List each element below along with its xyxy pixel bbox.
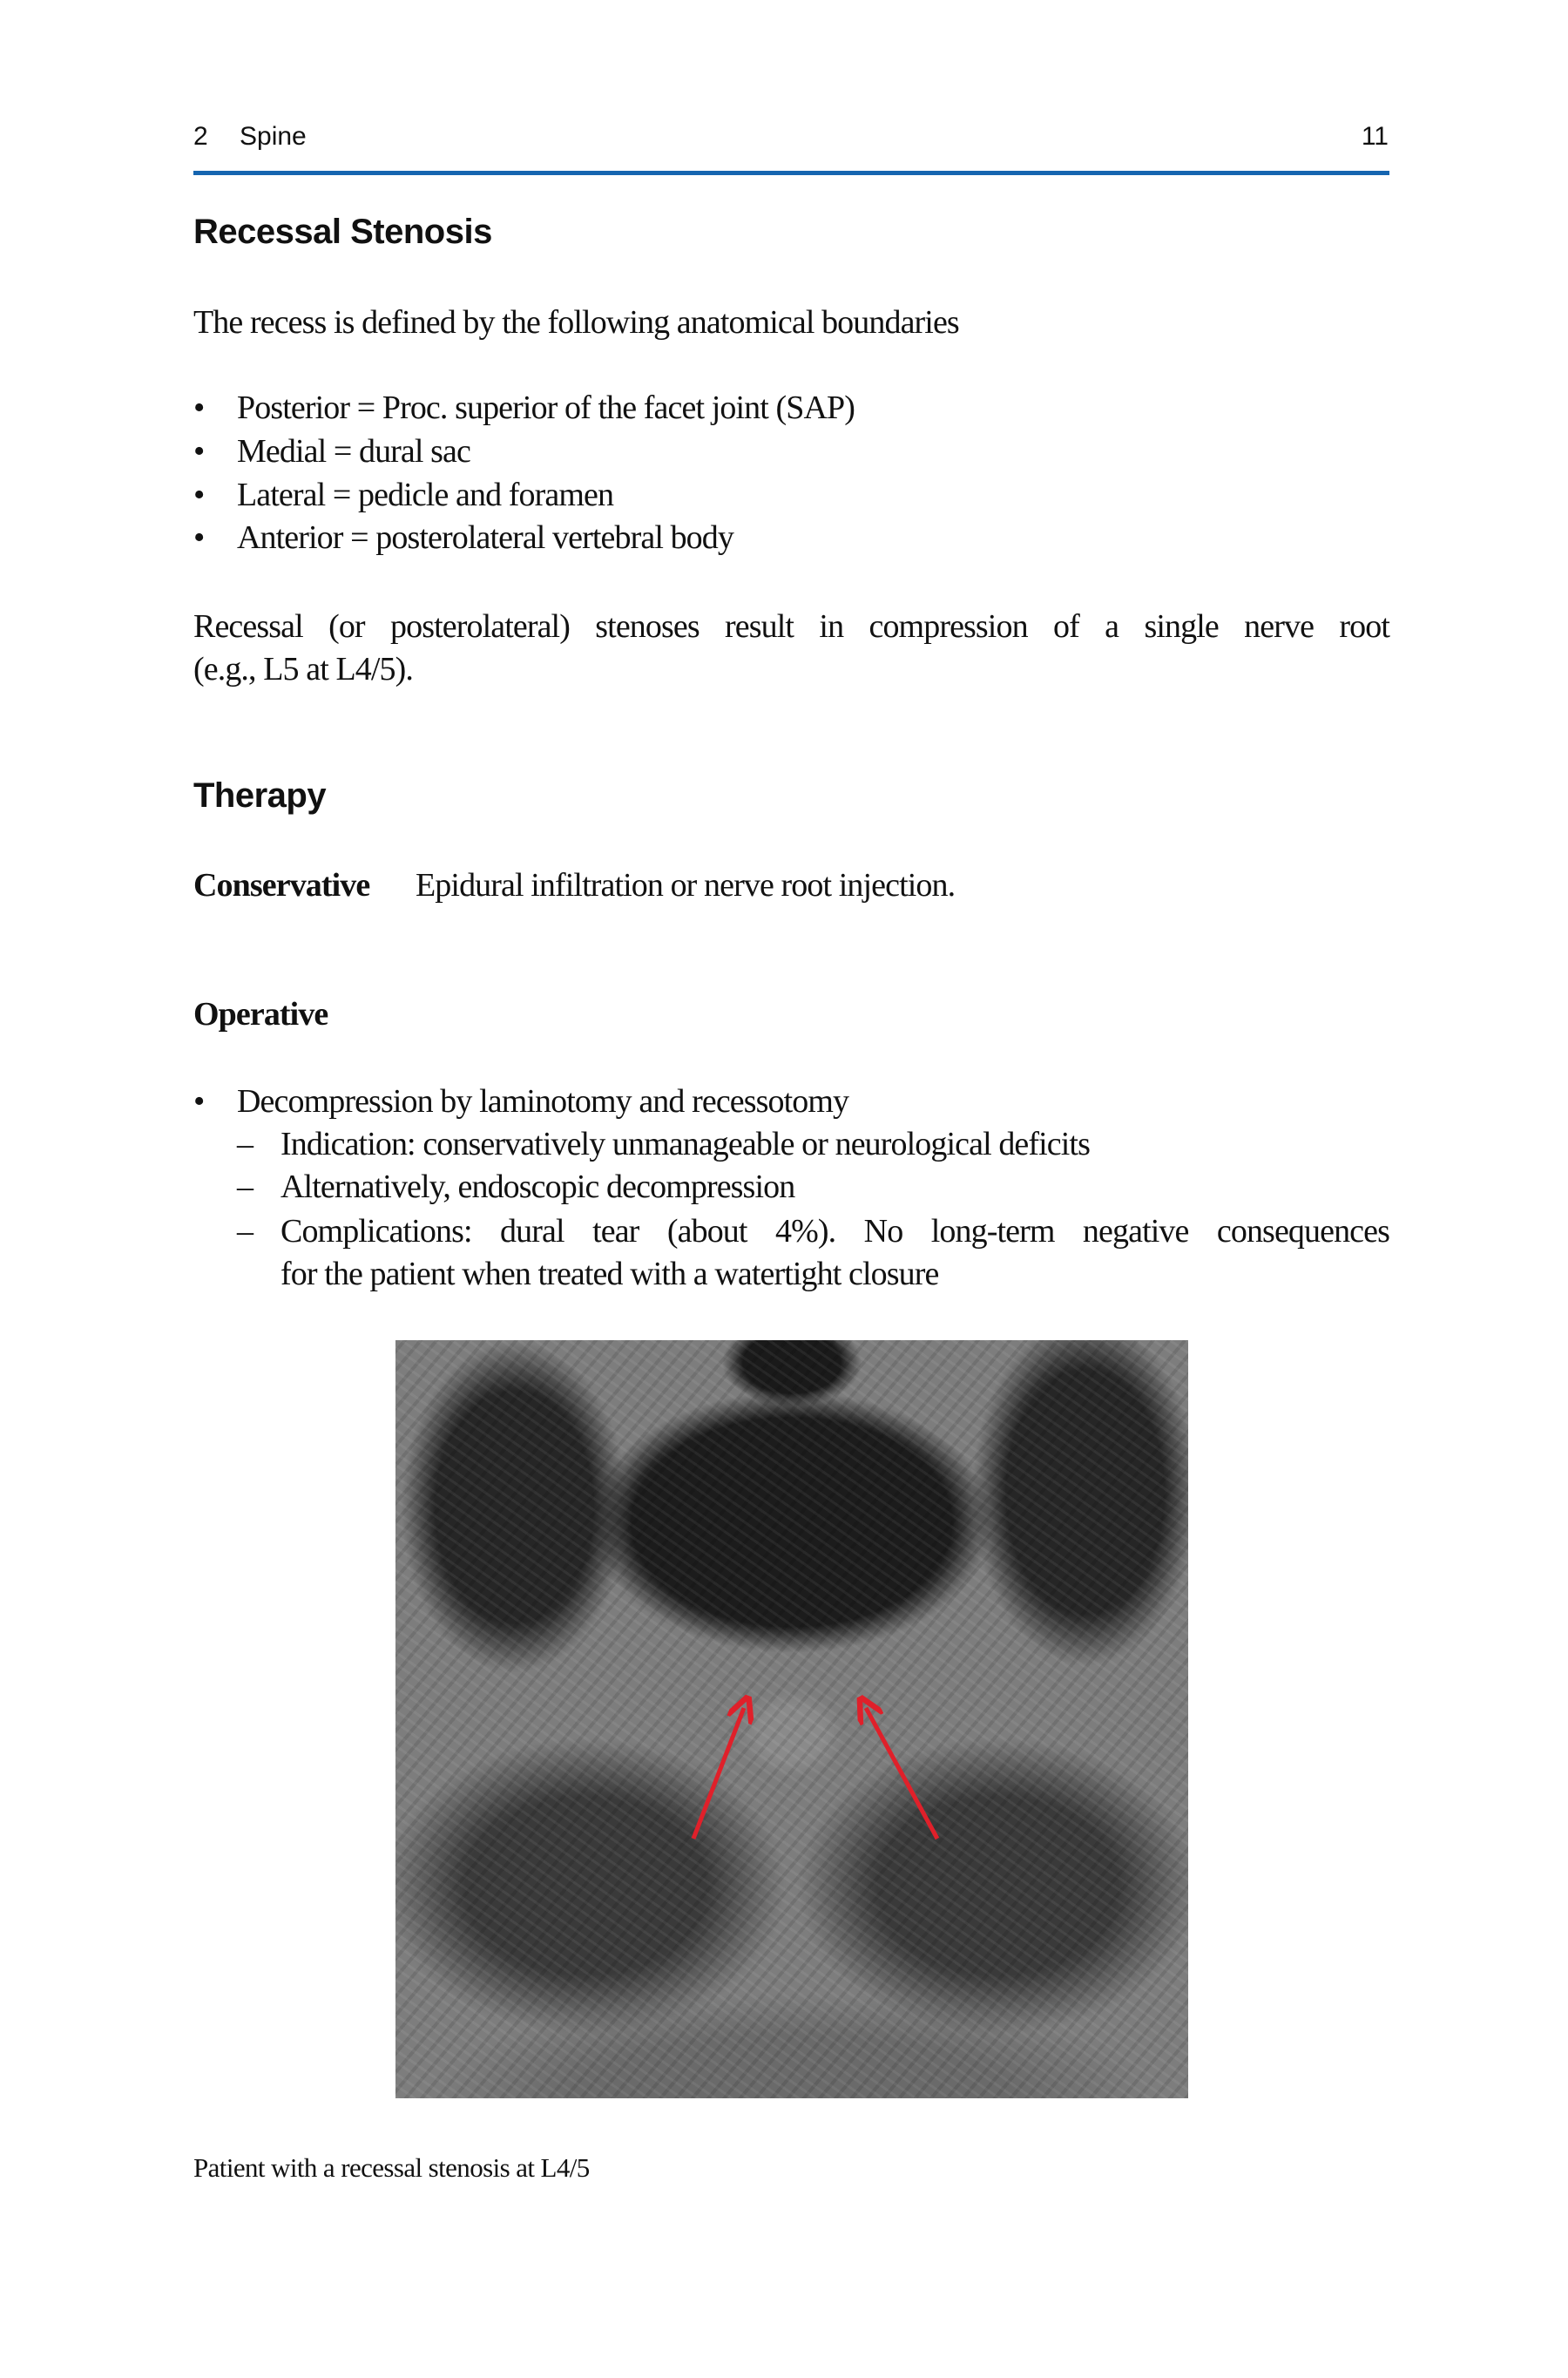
red-arrow-left	[693, 1708, 744, 1839]
section-heading: Recessal Stenosis	[193, 213, 492, 251]
page-number: 11	[1361, 122, 1389, 151]
arrows-overlay	[395, 1340, 1188, 2098]
therapy-heading: Therapy	[193, 776, 327, 815]
chapter-title: Spine	[240, 122, 307, 151]
red-arrow-right	[866, 1708, 937, 1839]
paragraph-line: (e.g., L5 at L4/5).	[193, 651, 413, 688]
intro-text: The recess is defined by the following anatomical boundaries	[193, 304, 959, 341]
paragraph-line: Recessal (or posterolateral) stenoses result in compression of a single nerve root	[193, 608, 1389, 645]
conservative-label: Conservative	[193, 867, 370, 904]
sub-list-continuation: for the patient when treated with a watertight closure	[280, 1256, 939, 1292]
operative-label: Operative	[193, 996, 328, 1033]
conservative-text: Epidural infiltration or nerve root injection.	[416, 867, 956, 904]
figure-caption: Patient with a recessal stenosis at L4/5	[193, 2152, 590, 2183]
mri-image	[395, 1340, 1188, 2098]
header-rule	[193, 171, 1389, 175]
chapter-number: 2	[193, 122, 208, 151]
